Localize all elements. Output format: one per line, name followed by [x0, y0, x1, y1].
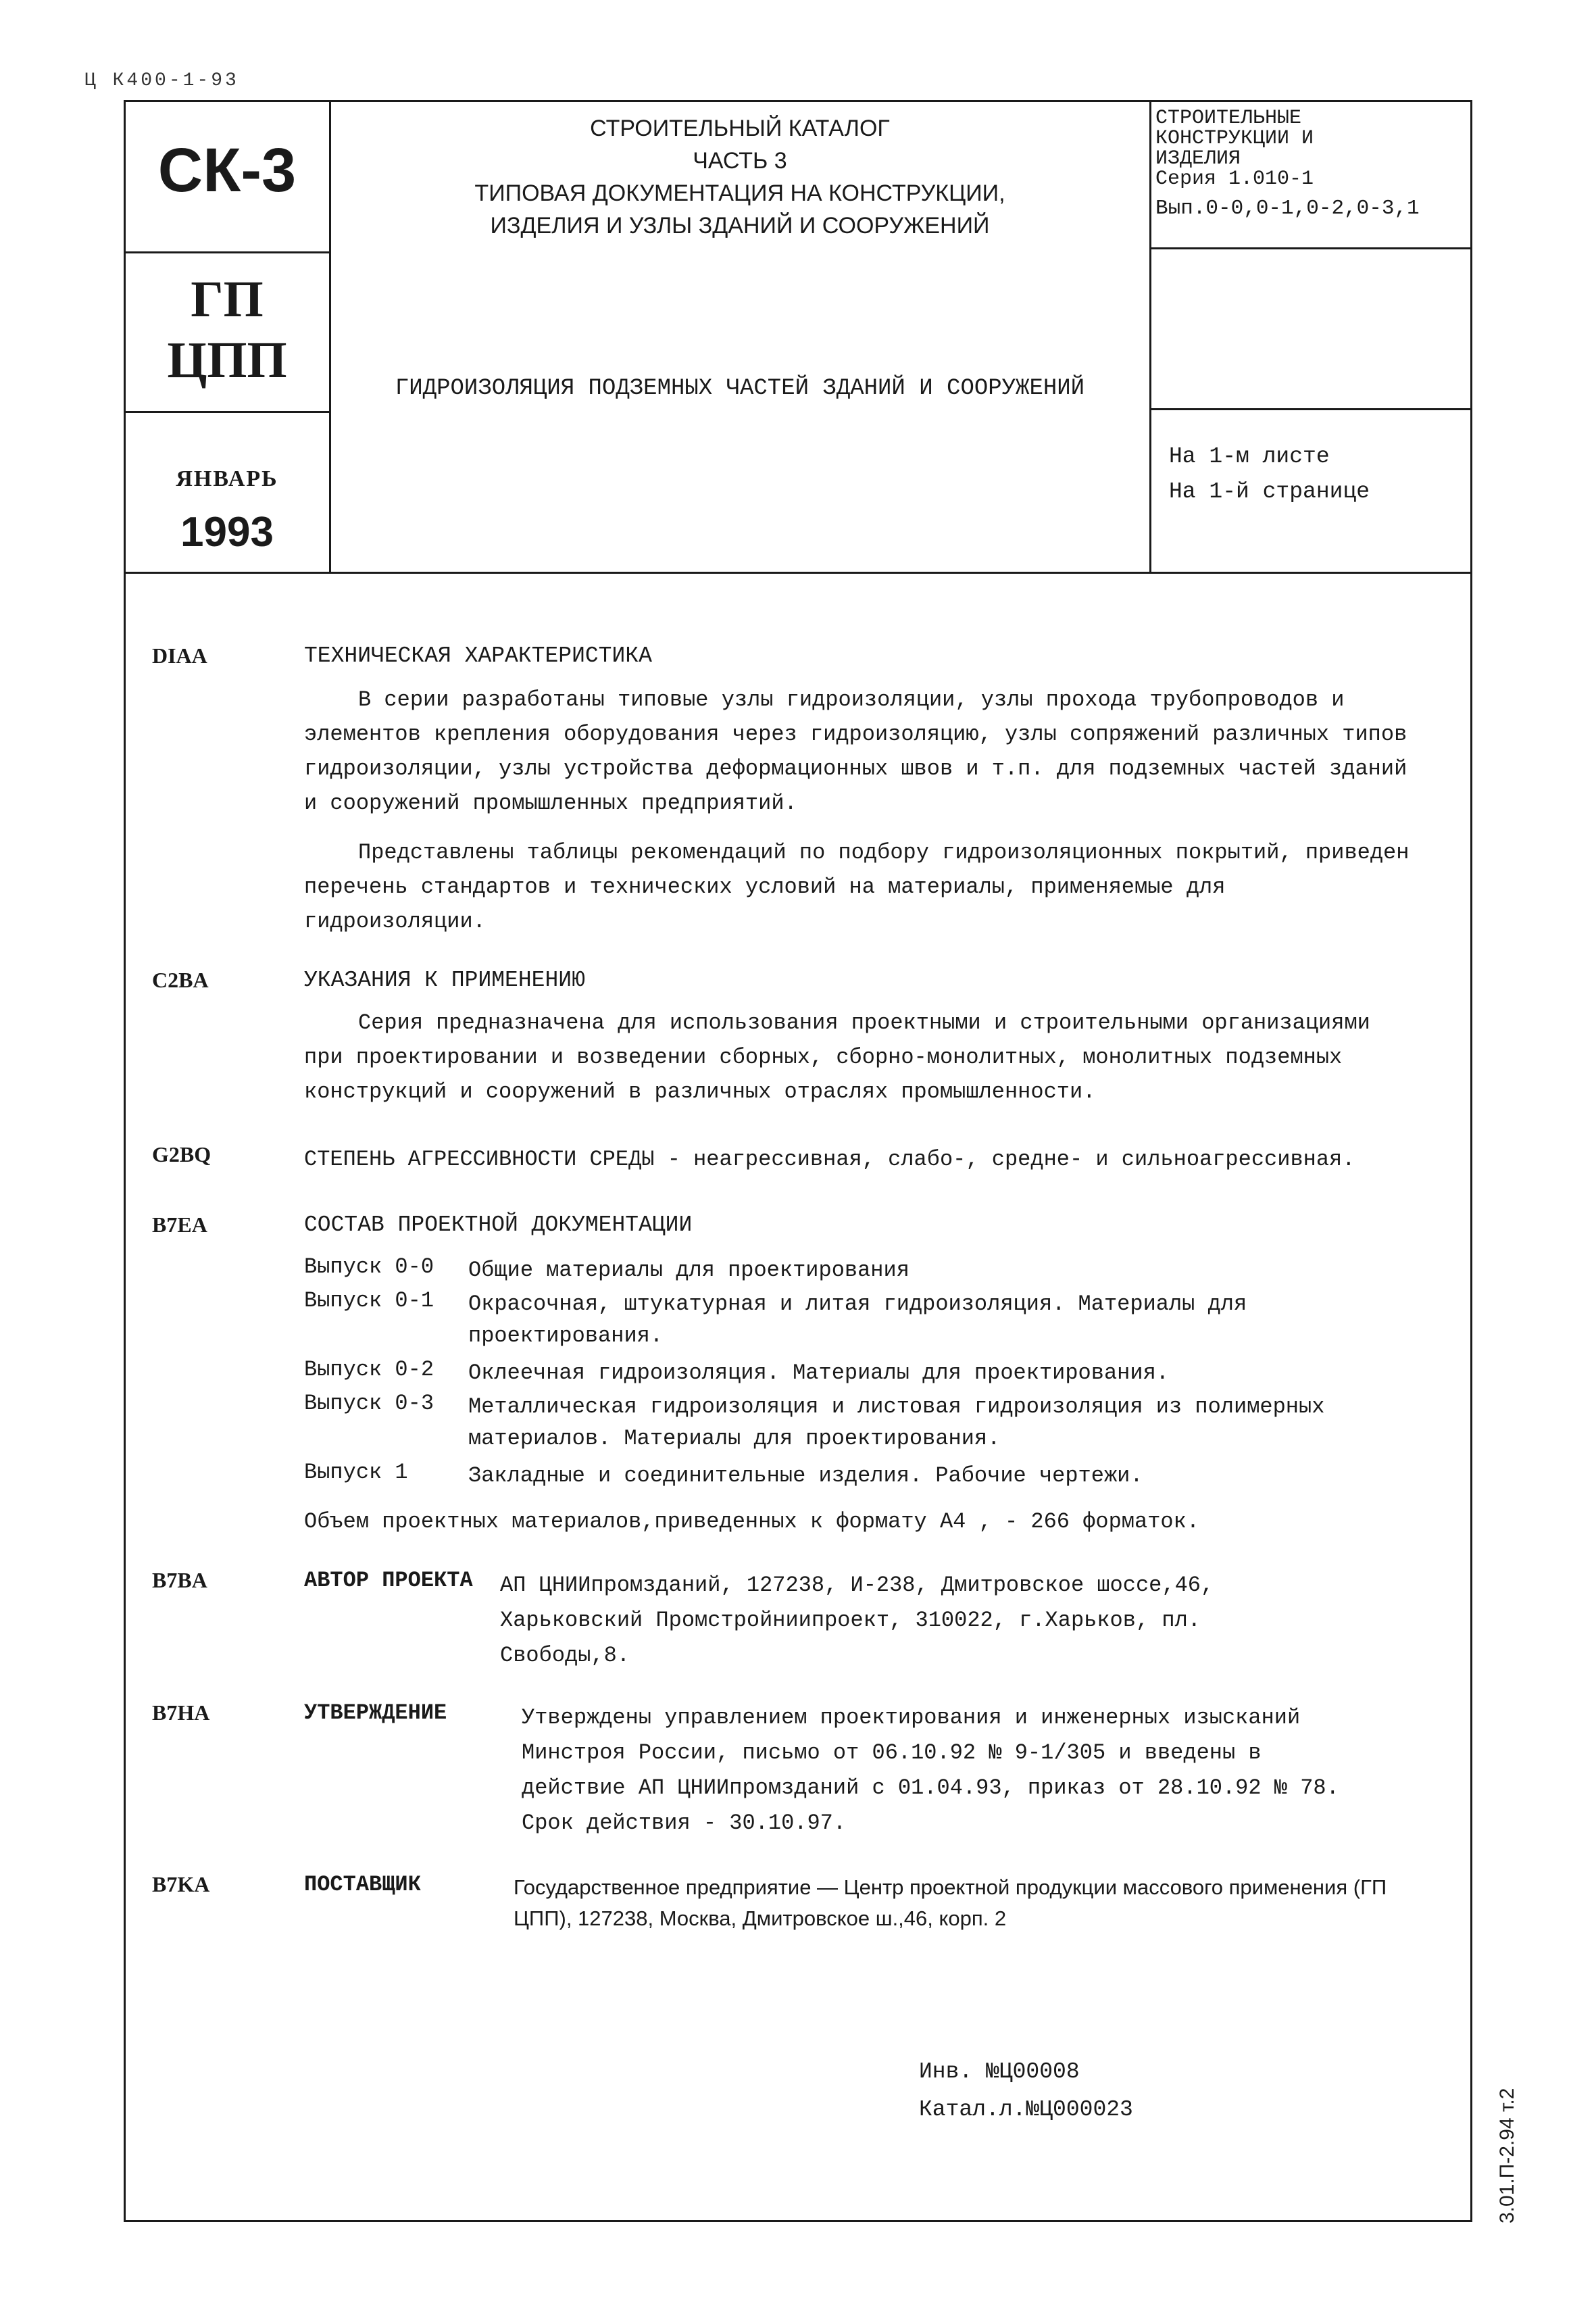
issue-text: Закладные и соединительные изделия. Рабочие чертежи.: [468, 1463, 1143, 1488]
series-line: СТРОИТЕЛЬНЫЕ: [1155, 107, 1302, 130]
issue-month: ЯНВАРЬ: [176, 466, 278, 491]
section-code: B7KA: [152, 1872, 210, 1896]
issue-year: 1993: [180, 509, 274, 556]
issue-text: Металлическая гидроизоляция и листовая гидроизоляция из полимерных материалов. Материалы для проектирования.: [468, 1394, 1325, 1451]
issue-text: Общие материалы для проектирования: [468, 1258, 909, 1283]
author-label: АВТОР ПРОЕКТА: [304, 1568, 473, 1593]
divider: [124, 572, 1472, 574]
section-paragraph: Серия предназначена для использования проектными и строительными организациями при проектировании и возведении сборных, сборно-монолитных, монолитных подземных конструкций и сооружений в различных отраслях промышленности.: [304, 1010, 1370, 1104]
issue-label: Выпуск 1: [304, 1460, 408, 1485]
issue-text: Оклеечная гидроизоляция. Материалы для проектирования.: [468, 1360, 1169, 1385]
series-line: КОНСТРУКЦИИ И: [1155, 127, 1314, 150]
document-title: ГИДРОИЗОЛЯЦИЯ ПОДЗЕМНЫХ ЧАСТЕЙ ЗДАНИЙ И СООРУЖЕНИЙ: [395, 376, 1085, 401]
top-code: Ц К400-1-93: [84, 70, 239, 91]
issue-label: Выпуск 0-3: [304, 1391, 434, 1416]
issue-label: Выпуск 0-1: [304, 1288, 434, 1313]
section-heading: СОСТАВ ПРОЕКТНОЙ ДОКУМЕНТАЦИИ: [304, 1212, 693, 1237]
inventory-number: Инв. №Ц00008: [919, 2059, 1080, 2084]
publisher-line-2: ЦПП: [167, 332, 287, 389]
publisher-line-1: ГП: [191, 271, 264, 328]
supplier-label: ПОСТАВЩИК: [304, 1872, 421, 1897]
approval-text: Утверждены управлением проектирования и инженерных изысканий Минстроя России, письмо от 06.10.92 № 9-1/305 и введены в действие АП ЦНИИпромзданий с 01.04.93, приказ от 28.10.92 № 78. Срок действия - 30.10.97.: [522, 1705, 1339, 1836]
divider: [124, 251, 330, 253]
section-code: G2BQ: [152, 1142, 211, 1166]
section-heading: ТЕХНИЧЕСКАЯ ХАРАКТЕРИСТИКА: [304, 643, 652, 668]
catalog-title: [331, 112, 1149, 242]
supplier-text: Государственное предприятие — Центр проектной продукции массового применения (ГП ЦПП), 127238, Москва, Дмитровское ш.,46, корп. 2: [514, 1875, 1387, 1930]
catalog-sheet-number: Катал.л.№Ц000023: [919, 2097, 1133, 2122]
catalog-line: ЧАСТЬ 3: [693, 148, 787, 174]
sheet-line: На 1-м листе: [1169, 444, 1330, 469]
section-code: C2BA: [152, 968, 209, 992]
issue-label: Выпуск 0-2: [304, 1357, 434, 1382]
divider: [124, 411, 330, 413]
sheet-info: [1169, 439, 1370, 510]
section-paragraph: В серии разработаны типовые узлы гидроизоляции, узлы прохода трубопроводов и элементов крепления оборудования через гидроизоляцию, узлы сопряжений различных типов гидроизоляции, узлы устройства деформационных швов и т.п. для подземных частей зданий и сооружений промышленных предприятий.: [304, 687, 1407, 816]
section-paragraph: Представлены таблицы рекомендаций по подбору гидроизоляционных покрытий, приведен перечень стандартов и технических условий на материалы, применяемые для гидроизоляции.: [304, 840, 1410, 934]
author-text: АП ЦНИИпромзданий, 127238, И-238, Дмитровское шоссе,46, Харьковский Промстройниипроект, 310022, г.Харьков, пл. Свободы,8.: [500, 1573, 1214, 1668]
divider: [1151, 408, 1472, 410]
series-info: [1155, 108, 1466, 219]
publisher-code: [124, 269, 330, 391]
catalog-line: ИЗДЕЛИЯ И УЗЛЫ ЗДАНИЙ И СООРУЖЕНИЙ: [490, 213, 990, 239]
divider: [1149, 100, 1151, 573]
section-code: B7BA: [152, 1568, 207, 1592]
series-number: Серия 1.010-1: [1155, 168, 1314, 191]
issue-label: Выпуск 0-0: [304, 1254, 434, 1279]
catalog-line: СТРОИТЕЛЬНЫЙ КАТАЛОГ: [590, 116, 890, 141]
approval-label: УТВЕРЖДЕНИЕ: [304, 1700, 447, 1725]
section-code: B7HA: [152, 1700, 210, 1725]
volume-text: Объем проектных материалов,приведенных к формату А4 , - 266 форматок.: [304, 1509, 1200, 1534]
issue-text: Окрасочная, штукатурная и литая гидроизоляция. Материалы для проектирования.: [468, 1291, 1247, 1348]
side-note: 3.01.П-2.94 т.2: [1496, 2088, 1518, 2223]
series-issues: Вып.0-0,0-1,0-2,0-3,1: [1155, 197, 1420, 220]
catalog-code: СК-3: [157, 136, 297, 205]
section-code: B7EA: [152, 1212, 207, 1237]
catalog-line: ТИПОВАЯ ДОКУМЕНТАЦИЯ НА КОНСТРУКЦИИ,: [474, 180, 1005, 206]
section-heading: УКАЗАНИЯ К ПРИМЕНЕНИЮ: [304, 968, 585, 993]
section-code: DIAA: [152, 643, 207, 668]
series-line: ИЗДЕЛИЯ: [1155, 147, 1241, 170]
page-line: На 1-й странице: [1169, 479, 1370, 504]
inventory-block: [919, 2053, 1133, 2129]
divider: [1151, 247, 1472, 249]
aggressiveness-text: СТЕПЕНЬ АГРЕССИВНОСТИ СРЕДЫ - неагрессивная, слабо-, средне- и сильноагрессивная.: [304, 1147, 1355, 1172]
